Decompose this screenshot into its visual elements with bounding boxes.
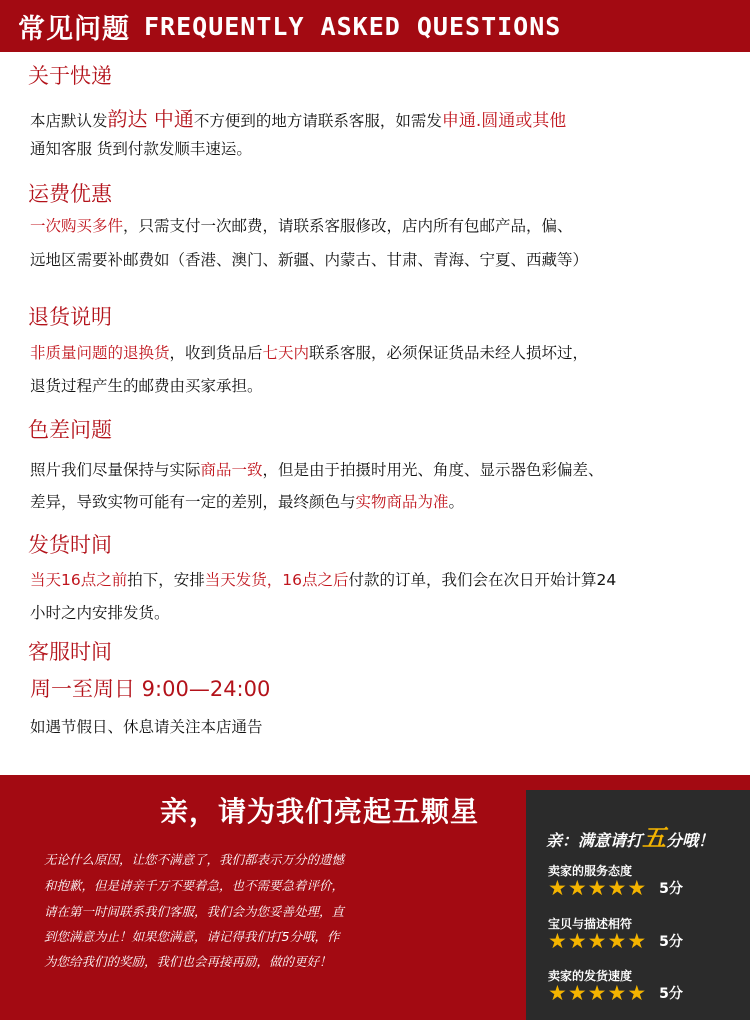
dispatch-line-1 [30,568,616,590]
footer-line-2: 和抱歉，但是请亲千万不要着急，也不需要急着评价， [44,878,345,893]
service-title: 客服时间 [28,640,112,664]
star-icon: ★ [567,876,587,900]
delivery-line-2: 通知客服 货到付款发顺丰速运。 [30,140,252,158]
shipping-fee-line-2: 远地区需要补邮费如（香港、澳门、新疆、内蒙古、甘肃、青海、宁夏、西藏等） [30,251,589,269]
footer-line-5: 为您给我们的奖励，我们也会再接再励，做的更好！ [44,954,332,969]
star-icon: ★ [587,981,607,1005]
color-diff-text-a: 照片我们尽量保持与实际 [30,461,201,479]
footer-line-1: 无论什么原因，让您不满意了，我们都表示万分的遗憾 [44,852,345,867]
color-diff-line-1 [30,458,604,480]
delivery-couriers: 韵达 中通 [107,107,194,131]
rating-panel-title [546,818,714,853]
rating-title-a: 亲：满意请打 [546,831,643,850]
star-icon: ★ [567,929,587,953]
delivery-line-1 [30,103,566,132]
shipping-fee-text: ，只需支付一次邮费，请联系客服修改，店内所有包邮产品，偏、 [123,217,573,235]
star-icon: ★ [587,929,607,953]
footer-line-4: 到您满意为止！如果您满意，请记得我们打5分哦，作 [44,929,340,944]
star-icon: ★ [627,876,647,900]
returns-line-1 [30,341,588,363]
footer-line-3: 请在第一时间联系我们客服，我们会为您妥善处理，直 [44,904,345,919]
rating-stars-shipping [548,982,683,1004]
star-icon: ★ [607,876,627,900]
color-diff-text-d: 差异，导致实物可能有一定的差别，最终颜色与 [30,493,356,511]
rating-title-b: 分哦！ [666,831,715,850]
color-diff-highlight-2: 实物商品为准 [355,493,449,511]
faq-header [0,0,750,52]
color-diff-text-f: 。 [448,493,465,511]
service-hours: 周一至周日 9:00—24:00 [30,677,271,701]
delivery-text-c: 不方便到的地方请联系客服，如需发 [193,112,442,130]
star-icon: ★ [548,929,567,953]
rating-score-shipping: 5分 [659,986,683,1002]
dispatch-text-b: 拍下，安排 [127,571,205,589]
header-title-en: FREQUENTLY ASKED QUESTIONS [144,11,562,41]
returns-text-b: ，收到货品后 [169,344,263,362]
returns-line-2: 退货过程产生的邮费由买家承担。 [30,377,263,395]
dispatch-text-d: 付款的订单，我们会在次日开始计算24 [348,571,617,589]
rating-stars-service [548,877,683,899]
color-diff-line-2 [30,490,464,512]
rating-title-five: 五 [642,824,667,852]
rating-label-description: 宝贝与描述相符 [548,917,633,931]
shipping-fee-title: 运费优惠 [28,182,112,206]
star-icon: ★ [548,876,567,900]
header-title-zh: 常见问题 [18,13,130,45]
rating-score-service: 5分 [659,881,683,897]
footer-title: 亲，请为我们亮起五颗星 [160,795,480,828]
rating-label-shipping: 卖家的发货速度 [548,969,633,983]
delivery-alt-couriers: 申通.圆通或其他 [441,111,567,131]
color-diff-text-c: ，但是由于拍摄时用光、角度、显示器色彩偏差、 [262,461,604,479]
delivery-text-a: 本店默认发 [30,112,108,130]
rating-label-service: 卖家的服务态度 [548,864,633,878]
star-icon: ★ [627,981,647,1005]
returns-highlight-1: 非质量问题的退换货 [30,344,170,362]
dispatch-highlight-2: 当天发货，16点之后 [204,571,349,589]
dispatch-title: 发货时间 [28,533,112,557]
returns-title: 退货说明 [28,305,112,329]
star-icon: ★ [567,981,587,1005]
returns-highlight-2: 七天内 [262,344,310,362]
returns-text-d: 联系客服，必须保证货品未经人损坏过， [309,344,589,362]
star-icon: ★ [587,876,607,900]
dispatch-line-2: 小时之内安排发货。 [30,604,170,622]
star-icon: ★ [607,981,627,1005]
rating-score-description: 5分 [659,934,683,950]
star-icon: ★ [548,981,567,1005]
color-diff-title: 色差问题 [28,418,112,442]
rating-stars-description [548,930,683,952]
dispatch-highlight-1: 当天16点之前 [30,571,128,589]
color-diff-highlight-1: 商品一致 [200,461,263,479]
shipping-fee-line-1 [30,214,573,236]
star-icon: ★ [607,929,627,953]
service-note: 如遇节假日、休息请关注本店通告 [30,718,263,736]
delivery-title: 关于快递 [28,64,112,88]
star-icon: ★ [627,929,647,953]
shipping-fee-highlight: 一次购买多件 [30,217,124,235]
